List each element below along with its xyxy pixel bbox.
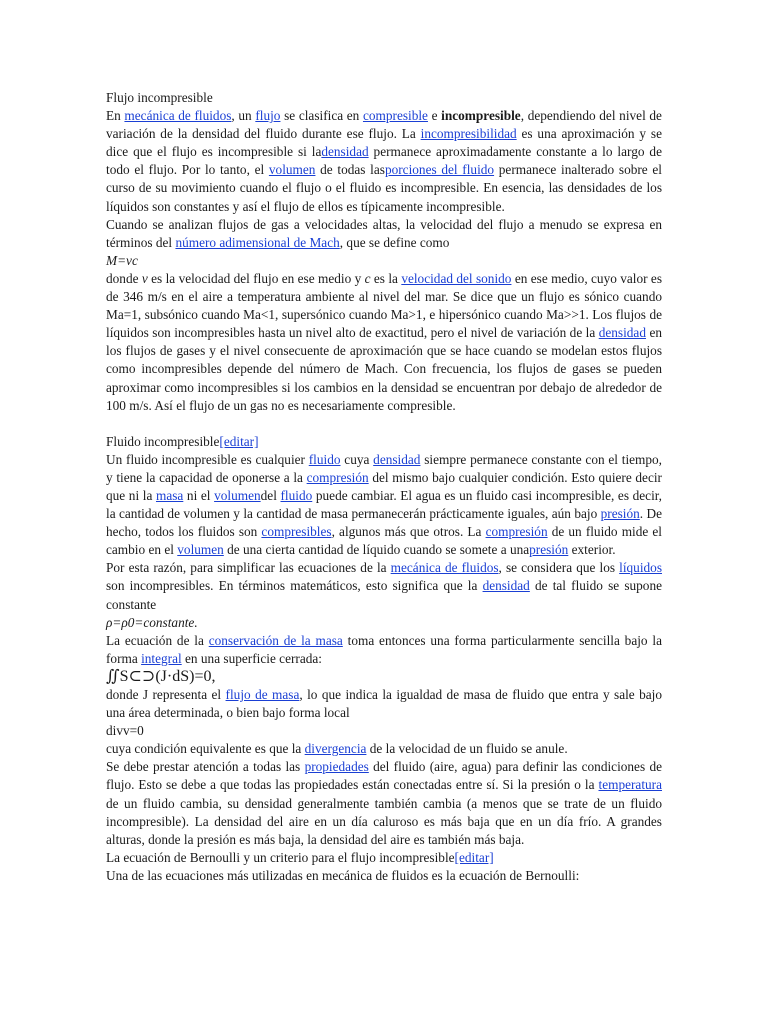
bold-incompresible: incompresible xyxy=(441,108,521,124)
link-fluido[interactable]: fluido xyxy=(308,451,341,467)
paragraph-mach-explanation: donde v es la velocidad del flujo en ese medio y c es la velocidad del sonido en ese medio, cuyo valor es de 346 m/s en el aire a temperatura ambiente al nivel del mar. Se dice que un flujo es sónico cuando Ma=1, subsónico cuando Ma<1, supersónico cuando Ma>1, e hipersónico cuando Ma>>1. Los flujos de líquidos son incompresibles hasta un nivel alto de exactitud, pero el nivel de variación de la densidad en los flujos de gases y el nivel consecuente de aproximación que se hace cuando se modelan estos flujos como incompresibles depende del número de Mach. Con frecuencia, los flujos de gases se pueden aproximar como incompresibles si los cambios en la densidad se encuentran por debajo de alrededor de 100 m/s. Así el flujo de un gas no es necesariamente compresible. xyxy=(106,270,663,413)
paragraph-bernoulli: Una de las ecuaciones más utilizadas en mecánica de fluidos es la ecuación de Bernoulli: xyxy=(106,867,580,883)
link-numero-de-mach[interactable]: número adimensional de Mach xyxy=(175,234,340,250)
formula-mach: M=vc xyxy=(106,252,138,268)
formula-divergence: divv=0 xyxy=(106,723,144,739)
link-liquidos[interactable]: líquidos xyxy=(619,560,662,576)
link-integral[interactable]: integral xyxy=(141,650,182,666)
page-title: Flujo incompresible xyxy=(106,90,213,105)
link-densidad[interactable]: densidad xyxy=(373,451,421,467)
link-porciones-del-fluido[interactable]: porciones del fluido xyxy=(384,162,495,178)
link-incompresibilidad[interactable]: incompresibilidad xyxy=(420,126,517,142)
paragraph-conservacion: La ecuación de la conservación de la masa toma entonces una forma particularmente sencilla bajo la forma integral en una superficie cerrada: xyxy=(106,632,662,666)
link-flujo-de-masa[interactable]: flujo de masa xyxy=(225,687,300,702)
link-volumen[interactable]: volumen xyxy=(177,542,224,558)
paragraph-intro: En mecánica de fluidos, un flujo se clasifica en compresible e incompresible, dependiendo del nivel de variación de la densidad del fluido durante ese flujo. La incompresibilidad es una aproximación y se dice que el flujo es incompresible si ladensidad permanece aproximadamente constante a lo largo de todo el flujo. Por lo tanto, el volumen de todas lasporciones del fluido permanece inalterado sobre el curso de su movimiento cuando el flujo o el fluido es incompresible. En esencia, las densidades de los líquidos son constantes y así el flujo de ellos es típicamente incompresible. xyxy=(106,108,662,214)
link-divergencia[interactable]: divergencia xyxy=(304,741,367,757)
spacer xyxy=(106,415,662,433)
paragraph-simplificacion: Por esta razón, para simplificar las ecuaciones de la mecánica de fluidos, se considera que los líquidos son incompresibles. En términos matemáticos, esto significa que la densidad de tal fluido se supone constante xyxy=(106,560,662,612)
document-content xyxy=(106,89,662,885)
link-fluido[interactable]: fluido xyxy=(280,487,313,503)
link-presion[interactable]: presión xyxy=(529,542,569,558)
link-densidad[interactable]: densidad xyxy=(482,578,530,594)
formula-rho: ρ=ρ0=constante. xyxy=(106,614,198,630)
section-heading-bernoulli: La ecuación de Bernoulli y un criterio para el flujo incompresible[editar] xyxy=(106,849,494,865)
link-flujo[interactable]: flujo xyxy=(255,108,281,124)
var-c: c xyxy=(364,270,371,286)
paragraph-fluido-incompresible: Un fluido incompresible es cualquier fluido cuya densidad siempre permanece constante con el tiempo, y tiene la capacidad de oponerse a la compresión del mismo bajo cualquier condición. Esto quiere decir que ni la masa ni el volumendel fluido puede cambiar. El agua es un fluido casi incompresible, es decir, la cantidad de volumen y la cantidad de masa permanecerán prácticamente iguales, aún bajo presión. De hecho, todos los fluidos son compresibles, algunos más que otros. La compresión de un fluido mide el cambio en el volumen de una cierta cantidad de líquido cuando se somete a unapresión exterior. xyxy=(106,451,663,558)
link-densidad[interactable]: densidad xyxy=(598,325,646,341)
link-volumen[interactable]: volumen xyxy=(268,162,316,178)
link-velocidad-del-sonido[interactable]: velocidad del sonido xyxy=(401,270,512,286)
link-compresibles[interactable]: compresibles xyxy=(261,524,332,540)
paragraph-propiedades: Se debe prestar atención a todas las propiedades del fluido (aire, agua) para definir las condiciones de flujo. Esto se debe a que todas las propiedades están conectadas entre sí. Si la presión o la temperatura de un fluido cambia, su densidad generalmente también cambia (a menos que se trate de un fluido incompresible). La densidad del aire en un día caluroso es más baja que en un día frío. A grandes alturas, donde la presión es más baja, la densidad del aire es también más baja. xyxy=(106,759,663,847)
paragraph-mach-intro: Cuando se analizan flujos de gas a velocidades altas, la velocidad del flujo a menudo se expresa en términos del número adimensional de Mach, que se define como xyxy=(106,216,662,250)
edit-link[interactable]: [editar] xyxy=(454,849,494,865)
link-propiedades[interactable]: propiedades xyxy=(304,759,369,775)
var-v: v xyxy=(141,270,148,286)
link-mecanica-de-fluidos[interactable]: mecánica de fluidos xyxy=(124,108,232,124)
link-compresion[interactable]: compresión xyxy=(306,469,369,485)
edit-link[interactable]: [editar] xyxy=(219,433,259,449)
link-conservacion-de-la-masa[interactable]: conservación de la masa xyxy=(208,632,343,648)
section-heading-fluido-incompresible: Fluido incompresible[editar] xyxy=(106,433,259,449)
formula-integral: ∬S⊂⊃(J·dS)=0, xyxy=(106,667,216,685)
link-compresible[interactable]: compresible xyxy=(362,108,428,124)
link-temperatura[interactable]: temperatura xyxy=(598,777,662,793)
link-volumen[interactable]: volumen xyxy=(214,487,261,503)
paragraph-divergencia: cuya condición equivalente es que la divergencia de la velocidad de un fluido se anule. xyxy=(106,741,568,757)
link-compresion[interactable]: compresión xyxy=(485,524,548,540)
link-densidad[interactable]: densidad xyxy=(321,144,369,160)
paragraph-flujo-de-masa: donde J representa el flujo de masa, lo que indica la igualdad de masa de fluido que entra y sale bajo una área determinada, o bien bajo forma local xyxy=(106,687,662,721)
link-mecanica-de-fluidos[interactable]: mecánica de fluidos xyxy=(390,560,499,576)
link-presion[interactable]: presión xyxy=(600,506,640,522)
link-masa[interactable]: masa xyxy=(155,487,184,503)
